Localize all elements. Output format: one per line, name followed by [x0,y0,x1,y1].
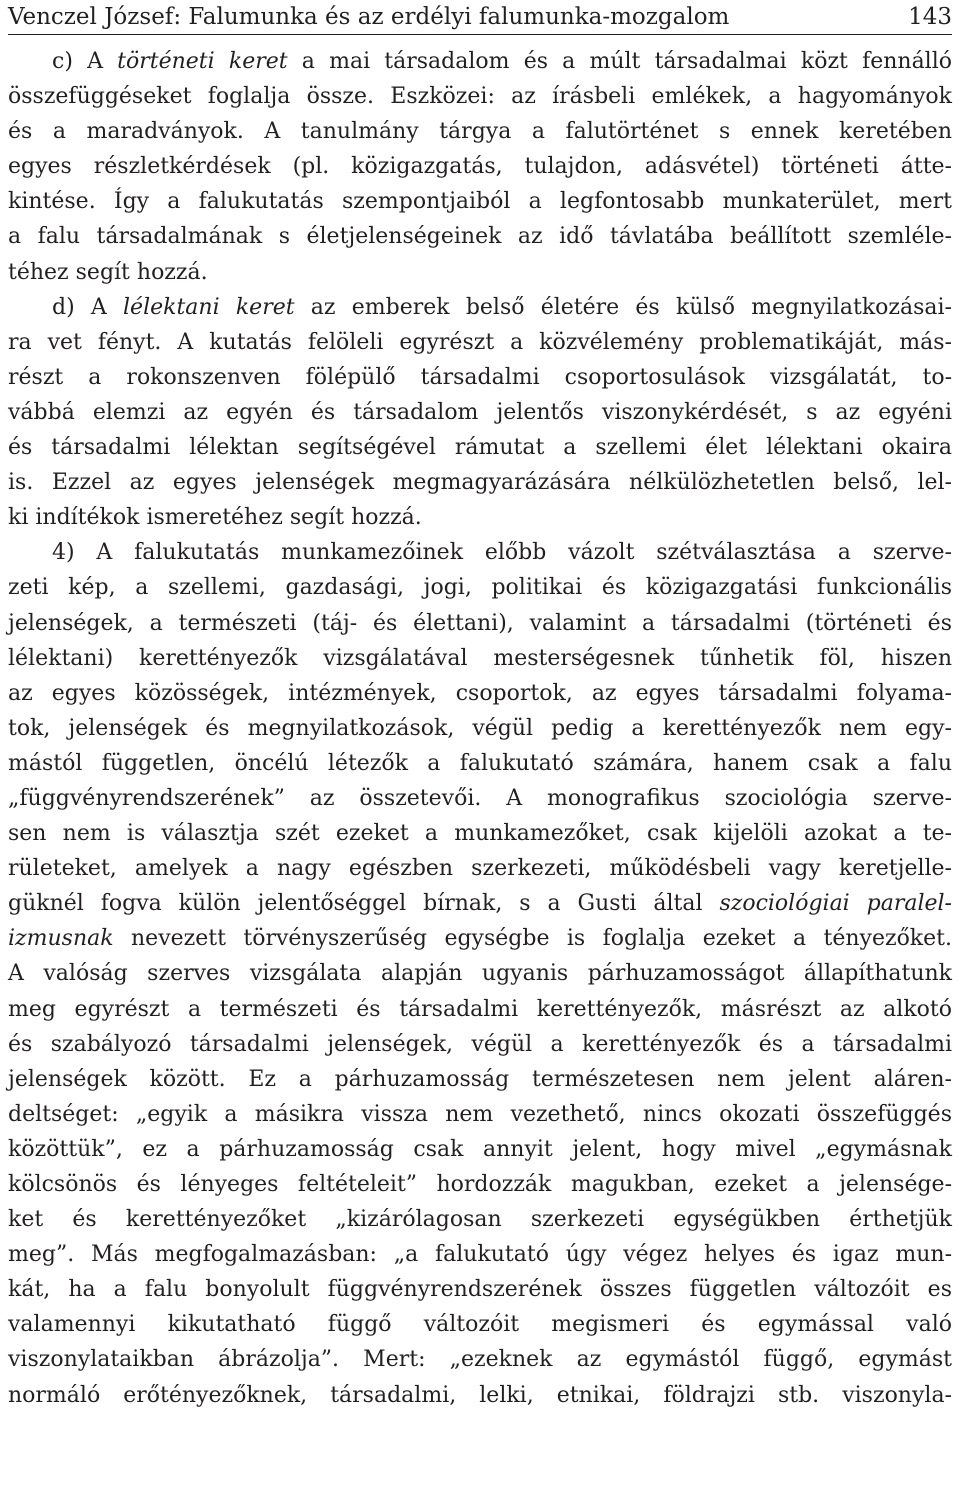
text-run: ki indítékok ismeretéhez segít hozzá. [8,505,422,531]
text-line [8,360,952,395]
text-line [8,114,952,149]
text-run: c) A [52,49,118,74]
text-run: és szabályozó társadalmi jelenségek, végül a kerettényezők és a társadalmi [8,1031,952,1057]
text-line [8,1237,952,1272]
page-number: 143 [908,4,952,30]
text-line [8,746,952,781]
text-line [8,1202,952,1237]
text-run: a mai társadalom és a múlt társadalmai közt fennálló [287,49,953,74]
text-line [8,255,952,290]
text-run: sen nem is választja szét ezeket a munkamezőket, csak kijelöli azokat a te- [8,821,952,847]
text-line [8,1132,952,1167]
text-line [8,219,952,254]
text-run: zeti kép, a szellemi, gazdasági, jogi, politikai és közigazgatási funkcionális [8,575,952,601]
text-run: kintése. Így a falukutatás szempontjaiból a legfontosabb munkaterület, mert [8,189,952,215]
text-run: összefüggéseket foglalja össze. Eszközei: az írásbeli emlékek, a hagyományok [8,84,952,110]
italic-term: lélektani keret [123,294,295,320]
italic-term: szociológiai paralel- [719,891,952,917]
text-line [8,184,952,219]
italic-term: izmusnak [8,926,114,952]
text-run: részt a rokonszenven fölépülő társadalmi csoportosulások vizsgálatát, to- [8,364,952,390]
text-line [8,79,952,114]
text-line [8,1272,952,1307]
text-line [8,1307,952,1342]
text-line [8,1342,952,1377]
text-line [8,886,952,921]
text-line [8,921,952,956]
text-line [8,1378,952,1413]
text-run: az emberek belső életére és külső megnyilatkozásai- [294,294,952,320]
body-text [8,44,952,1413]
text-line [8,290,952,325]
text-line [8,606,952,641]
text-run: rületeket, amelyek a nagy egészben szerkezeti, működésbeli vagy keretjelle- [8,856,952,882]
text-run: egyes részletkérdések (pl. közigazgatás, tulajdon, adásvétel) történeti átte- [8,154,952,180]
text-run: A valóság szerves vizsgálata alapján ugyanis párhuzamosságot állapíthatunk [8,961,952,987]
text-run: téhez segít hozzá. [8,259,208,285]
text-line [8,44,952,79]
text-line [8,711,952,746]
text-run: lélektani) kerettényezők vizsgálatával mesterségesnek tűnhetik föl, hiszen [8,645,952,671]
text-line [8,1097,952,1132]
text-run: mástól független, öncélú létezők a falukutató számára, hanem csak a falu [8,750,952,776]
text-run: és társadalmi lélektan segítségével rámutat a szellemi élet lélektani okaira [8,435,952,461]
text-line [8,781,952,816]
text-line [8,465,952,500]
running-head [8,0,952,35]
text-run: a falu társadalmának s életjelenségeinek az idő távlatába beállított szemléle- [8,224,952,250]
text-line [8,641,952,676]
text-run: „függvényrendszerének” az összetevői. A monografikus szociológia szerve- [8,785,952,811]
text-line [8,395,952,430]
text-line [8,500,952,535]
text-line [8,430,952,465]
text-run: d) A [52,294,124,320]
text-line [8,535,952,570]
text-line [8,992,952,1027]
text-run: tok, jelenségek és megnyilatkozások, végül pedig a kerettényezők nem egy- [8,715,952,741]
text-run: valamennyi kikutatható függő változóit megismeri és egymással való [8,1312,952,1338]
text-line [8,1167,952,1202]
text-run: nevezett törvényszerűség egységbe is foglalja ezeket a tényezőket. [113,926,952,952]
text-line [8,570,952,605]
text-line [8,676,952,711]
text-run: kölcsönös és lényeges feltételeit” hordozzák magukban, ezeket a jelensége- [8,1172,952,1197]
text-run: deltséget: „egyik a másikra vissza nem vezethető, nincs okozati összefüggés [8,1101,952,1127]
text-line [8,1027,952,1062]
text-run: jelenségek között. Ez a párhuzamosság természetesen nem jelent aláren- [8,1066,952,1092]
text-run: jelenségek, a természeti (táj- és élettani), valamint a társadalmi (történeti és [8,610,952,636]
text-run: meg egyrészt a természeti és társadalmi kerettényezők, másrészt az alkotó [8,996,952,1022]
text-run: ket és kerettényezőket „kizárólagosan szerkezeti egységükben érthetjük [8,1207,952,1233]
text-run: normáló erőtényezőknek, társadalmi, lelki, etnikai, földrajzi stb. viszonyla- [8,1382,952,1408]
text-run: 4) A falukutatás munkamezőinek előbb vázolt szétválasztása a szerve- [52,540,952,566]
text-line [8,956,952,991]
text-run: ra vet fényt. A kutatás felöleli egyrészt a közvélemény problematikáját, más- [8,329,952,355]
text-run: viszonylataikban ábrázolja”. Mert: „ezeknek az egymástól függő, egymást [8,1347,952,1373]
text-line [8,816,952,851]
text-line [8,149,952,184]
italic-term: történeti keret [117,49,288,74]
text-run: kát, ha a falu bonyolult függvényrendszerének összes független változóit es [8,1277,952,1303]
text-run: és a maradványok. A tanulmány tárgya a falutörténet s ennek keretében [8,119,952,145]
running-head-title: Venczel József: Falumunka és az erdélyi falumunka-mozgalom [8,4,730,30]
text-line [8,851,952,886]
text-run: meg”. Más megfogalmazásban: „a falukutató úgy végez helyes és igaz mun- [8,1242,952,1268]
text-line [8,325,952,360]
text-run: güknél fogva külön jelentőséggel bírnak, s a Gusti által [8,891,720,917]
text-run: is. Ezzel az egyes jelenségek megmagyarázására nélkülözhetetlen belső, lel- [8,470,952,496]
text-run: vábbá elemzi az egyén és társadalom jelentős viszonykérdését, s az egyéni [8,399,952,425]
text-run: az egyes közösségek, intézmények, csoportok, az egyes társadalmi folyama- [8,680,952,706]
text-run: közöttük”, ez a párhuzamosság csak annyit jelent, hogy mivel „egymásnak [8,1136,952,1162]
text-line [8,1062,952,1097]
